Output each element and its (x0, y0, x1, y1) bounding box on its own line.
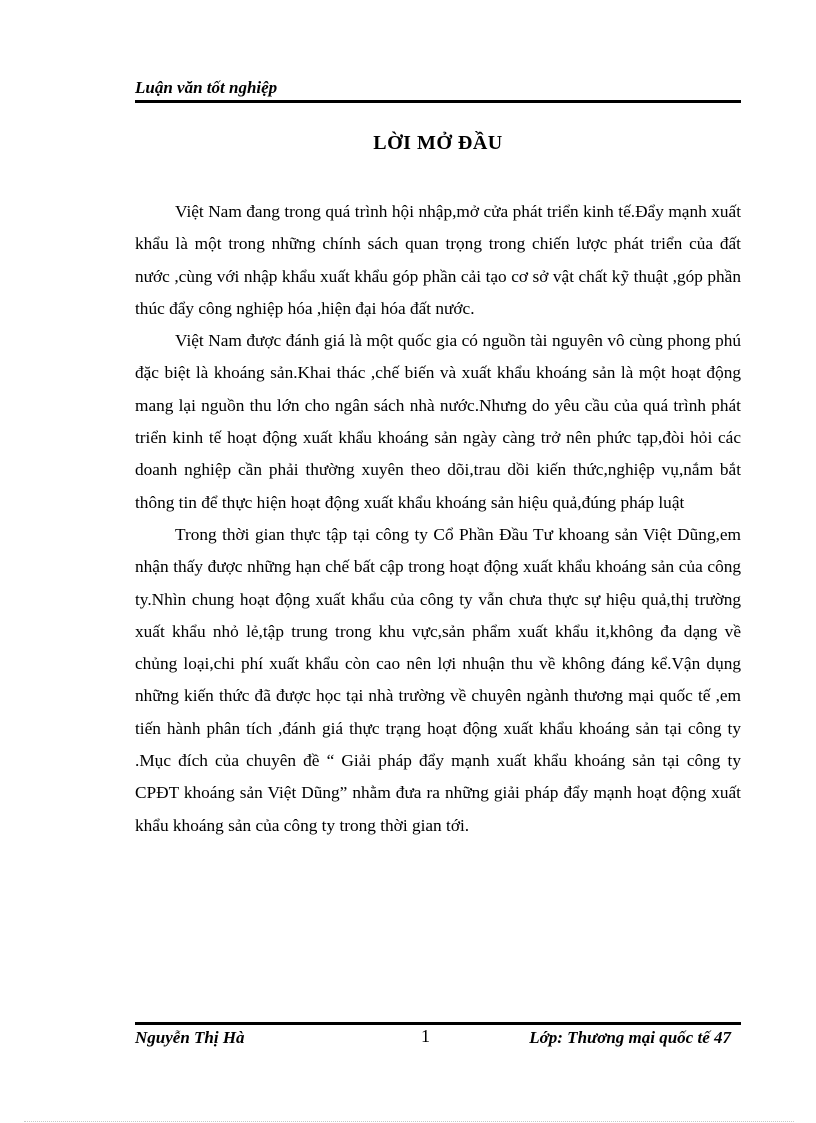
footer-class-label: Lớp: Thương mại quốc tế 47 (529, 1028, 731, 1047)
page-boundary-divider (24, 1121, 794, 1122)
document-body (135, 196, 741, 842)
footer-author: Nguyễn Thị Hà (135, 1028, 245, 1047)
paragraph-2: Việt Nam được đánh giá là một quốc gia có nguồn tài nguyên vô cùng phong phú đặc biệt là khoáng sản.Khai thác ,chế biến và xuất khẩu khoáng sản là một hoạt động mang lại nguồn thu lớn cho ngân sách nhà nước.Nhưng do yêu cầu của quá trình phát triển kinh tế hoạt động xuất khẩu khoáng sản ngày càng trở nên phức tạp,đòi hỏi các doanh nghiệp cần phải thường xuyên theo dõi,trau dồi kiến thức,nghiệp vụ,nắm bắt thông tin để thực hiện hoạt động xuất khẩu khoáng sản hiệu quả,đúng pháp luật (135, 331, 741, 512)
document-title: LỜI MỞ ĐẦU (373, 132, 503, 154)
page-footer (135, 1022, 741, 1053)
paragraph-3: Trong thời gian thực tập tại công ty Cổ Phần Đầu Tư khoang sản Việt Dũng,em nhận thấy được những hạn chế bất cập trong hoạt động xuất khẩu khoáng sản của công ty.Nhìn chung hoạt động xuất khẩu của công ty vẫn chưa thực sự hiệu quả,thị trường xuất khẩu nhỏ lẻ,tập trung trong khu vực,sản phẩm xuất khẩu it,không đa dạng về chủng loại,chi phí xuất khẩu còn cao nên lợi nhuận thu về không đáng kể.Vận dụng những kiến thức đã được học tại nhà trường về chuyên ngành thương mại quốc tế ,em tiến hành phân tích ,đánh giá thực trạng hoạt động xuất khẩu khoáng sản tại công ty .Mục đích của chuyên đề “ Giải pháp đẩy mạnh xuất khẩu khoáng sản tại công ty CPĐT khoáng sản Việt Dũng” nhằm đưa ra những giải pháp đẩy mạnh hoạt động xuất khẩu khoáng sản của công ty trong thời gian tới. (135, 524, 741, 835)
page-header (135, 76, 741, 103)
paragraph-1: Việt Nam đang trong quá trình hội nhập,mở cửa phát triển kinh tế.Đẩy mạnh xuất khẩu là một trong những chính sách quan trọng trong chiến lược phát triển của đất nước ,cùng với nhập khẩu xuất khẩu góp phần cải tạo cơ sở vật chất kỹ thuật ,góp phần thúc đẩy công nghiệp hóa ,hiện đại hóa đất nước. (135, 202, 741, 318)
page-number: 1 (421, 1026, 430, 1046)
header-title: Luận văn tốt nghiệp (135, 78, 278, 97)
